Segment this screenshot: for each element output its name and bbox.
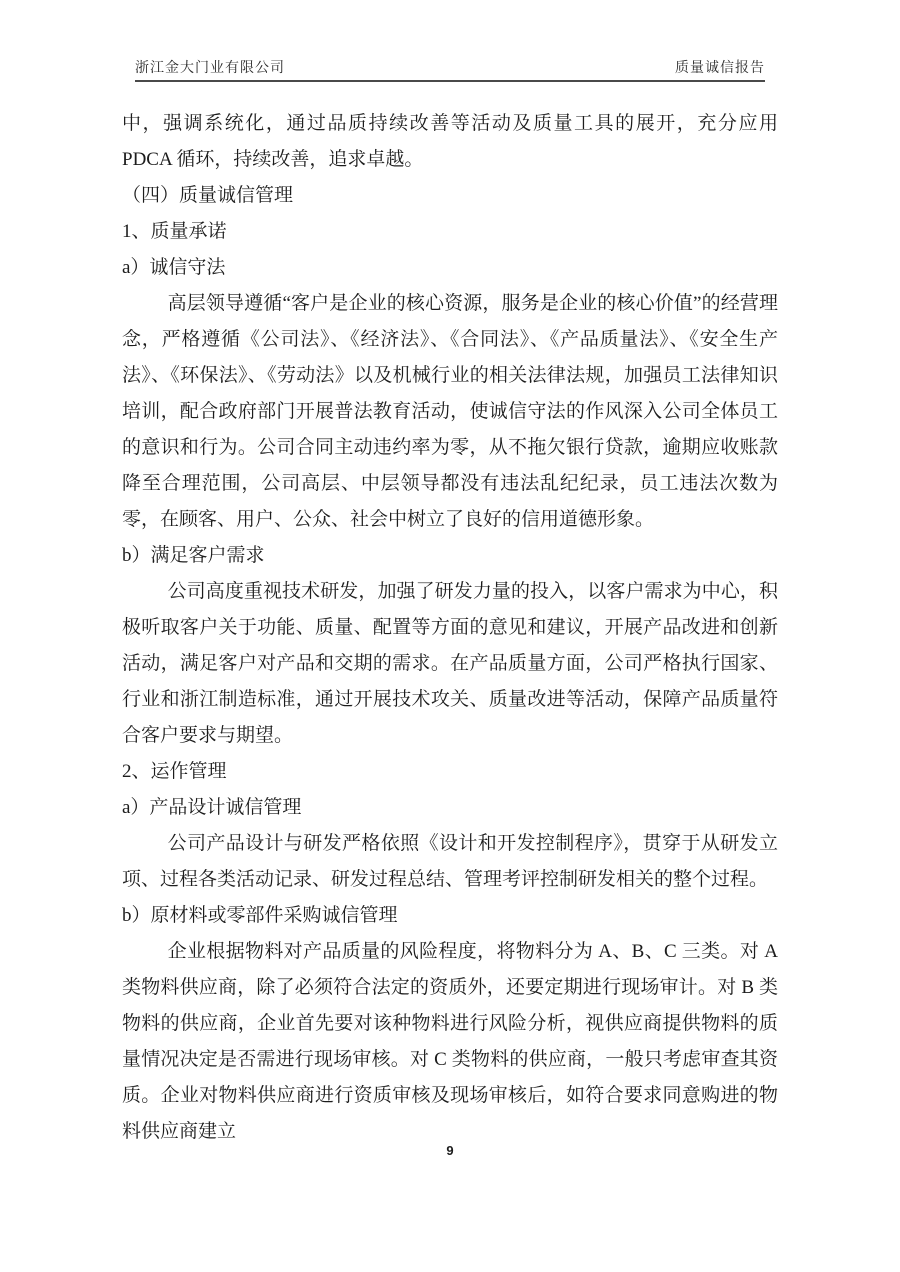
heading-section-4-quality-integrity-management: （四）质量诚信管理 <box>122 185 294 206</box>
heading-item-b-customer-needs: b）满足客户需求 <box>122 545 265 566</box>
body-paragraph-customer-needs: 公司高度重视技术研发，加强了研发力量的投入，以客户需求为中心，积极听取客户关于功能、质量、配置等方面的意见和建议，开展产品改进和创新活动，满足客户对产品和交期的需求。在产品质量方面，公司严格执行国家、行业和浙江制造标准，通过开展技术攻关、质量改进等活动，保障产品质量符合客户要求与期望。 <box>122 581 778 746</box>
document-body <box>122 106 778 1150</box>
body-paragraph-continued: 中，强调系统化，通过品质持续改善等活动及质量工具的展开，充分应用 PDCA 循环，持续改善，追求卓越。 <box>122 113 778 170</box>
heading-item-a-product-design-integrity: a）产品设计诚信管理 <box>122 797 302 818</box>
page-number: 9 <box>446 1143 454 1158</box>
heading-item-b-materials-procurement-integrity: b）原材料或零部件采购诚信管理 <box>122 905 398 926</box>
page-header <box>135 57 765 82</box>
body-paragraph-product-design: 公司产品设计与研发严格依照《设计和开发控制程序》，贯穿于从研发立项、过程各类活动记录、研发过程总结、管理考评控制研发相关的整个过程。 <box>122 833 778 890</box>
body-paragraph-materials-procurement: 企业根据物料对产品质量的风险程度，将物料分为 A、B、C 三类。对 A 类物料供应商，除了必须符合法定的资质外，还要定期进行现场审计。对 B 类物料的供应商，企业首先要对该种物料进行风险分析，视供应商提供物料的质量情况决定是否需进行现场审核。对 C 类物料的供应商，一般只考虑审查其资质。企业对物料供应商进行资质审核及现场审核后，如符合要求同意购进的物料供应商建立 <box>122 941 778 1142</box>
heading-item-1-quality-commitment: 1、质量承诺 <box>122 221 227 242</box>
body-paragraph-integrity-law: 高层领导遵循“客户是企业的核心资源，服务是企业的核心价值”的经营理念，严格遵循《公司法》、《经济法》、《合同法》、《产品质量法》、《安全生产法》、《环保法》、《劳动法》以及机械行业的相关法律法规，加强员工法律知识培训，配合政府部门开展普法教育活动，使诚信守法的作风深入公司全体员工的意识和行为。公司合同主动违约率为零，从不拖欠银行贷款，逾期应收账款降至合理范围，公司高层、中层领导都没有违法乱纪纪录，员工违法次数为零，在顾客、用户、公众、社会中树立了良好的信用道德形象。 <box>122 293 778 530</box>
header-report-title: 质量诚信报告 <box>675 61 765 76</box>
heading-item-a-integrity-law-abiding: a）诚信守法 <box>122 257 226 278</box>
page-footer <box>0 1143 900 1158</box>
heading-item-2-operations-management: 2、运作管理 <box>122 761 227 782</box>
header-company-name: 浙江金大门业有限公司 <box>135 61 285 76</box>
